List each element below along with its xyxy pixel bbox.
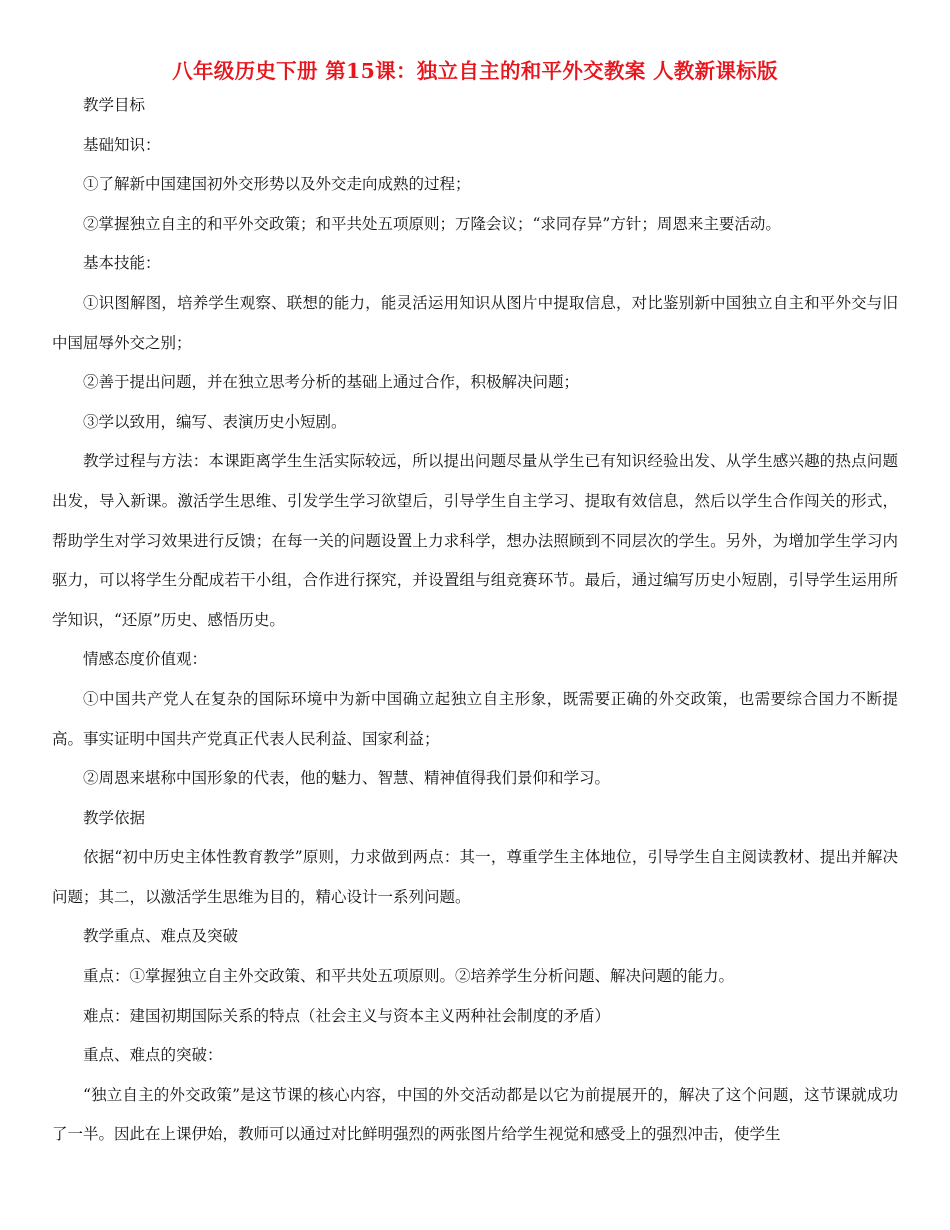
- document-title: 八年级历史下册 第15课：独立自主的和平外交教案 人教新课标版: [172, 59, 778, 83]
- heading-basic-knowledge: 基础知识：: [83, 135, 161, 154]
- heading-teaching-basis: 教学依据: [83, 808, 146, 827]
- skill-item-3: ③学以致用，编写、表演历史小短剧。: [83, 412, 347, 431]
- heading-key-difficult-points: 教学重点、难点及突破: [83, 927, 239, 946]
- key-points-paragraph: 重点：①掌握独立自主外交政策、和平共处五项原则。②培养学生分析问题、解决问题的能力。: [83, 967, 735, 986]
- process-and-method-paragraph: 教学过程与方法：本课距离学生生活实际较远，所以提出问题尽量从学生已有知识经验出发、从学生感兴趣的热点问题出发，导入新课。激活学生思维、引发学生学习欲望后，引导学生自主学习、提取有效信息，然后以学生合作闯关的形式，帮助学生对学习效果进行反馈；在每一关的问题设置上力求科学，想办法照顾到不同层次的学生。另外，为增加学生学习内驱力，可以将学生分配成若干小组，合作进行探究，并设置组与组竞赛环节。最后，通过编写历史小短剧，引导学生运用所学知识，“还原”历史、感悟历史。: [52, 452, 898, 629]
- knowledge-item-1: ①了解新中国建国初外交形势以及外交走向成熟的过程；: [83, 175, 471, 194]
- skill-item-2: ②善于提出问题，并在独立思考分析的基础上通过合作，积极解决问题；: [83, 373, 580, 392]
- knowledge-item-2: ②掌握独立自主的和平外交政策；和平共处五项原则；万隆会议；“求同存异”方针；周恩来主要活动。: [83, 214, 781, 233]
- heading-emotional-values: 情感态度价值观：: [83, 650, 208, 669]
- heading-teaching-objectives: 教学目标: [83, 96, 146, 114]
- heading-breakthrough: 重点、难点的突破：: [83, 1046, 223, 1065]
- values-item-1: ①中国共产党人在复杂的国际环境中为新中国确立起独立自主形象，既需要正确的外交政策，也需要综合国力不断提高。事实证明中国共产党真正代表人民利益、国家利益；: [52, 689, 898, 748]
- difficult-points-paragraph: 难点：建国初期国际关系的特点（社会主义与资本主义两种社会制度的矛盾）: [83, 1006, 611, 1025]
- heading-basic-skills: 基本技能：: [83, 254, 161, 273]
- teaching-basis-paragraph: 依据“初中历史主体性教育教学”原则，力求做到两点：其一，尊重学生主体地位，引导学生自主阅读教材、提出并解决问题；其二，以激活学生思维为目的，精心设计一系列问题。: [52, 848, 898, 906]
- document-page: [52, 56, 898, 1155]
- values-item-2: ②周恩来堪称中国形象的代表，他的魅力、智慧、精神值得我们景仰和学习。: [83, 769, 611, 788]
- breakthrough-paragraph: “独立自主的外交政策”是这节课的核心内容，中国的外交活动都是以它为前提展开的，解决了这个问题，这节课就成功了一半。因此在上课伊始，教师可以通过对比鲜明强烈的两张图片给学生视觉和感受上的强烈冲击，使学生: [52, 1085, 898, 1144]
- skill-item-1: ①识图解图，培养学生观察、联想的能力，能灵活运用知识从图片中提取信息，对比鉴别新中国独立自主和平外交与旧中国屈辱外交之别；: [52, 293, 898, 352]
